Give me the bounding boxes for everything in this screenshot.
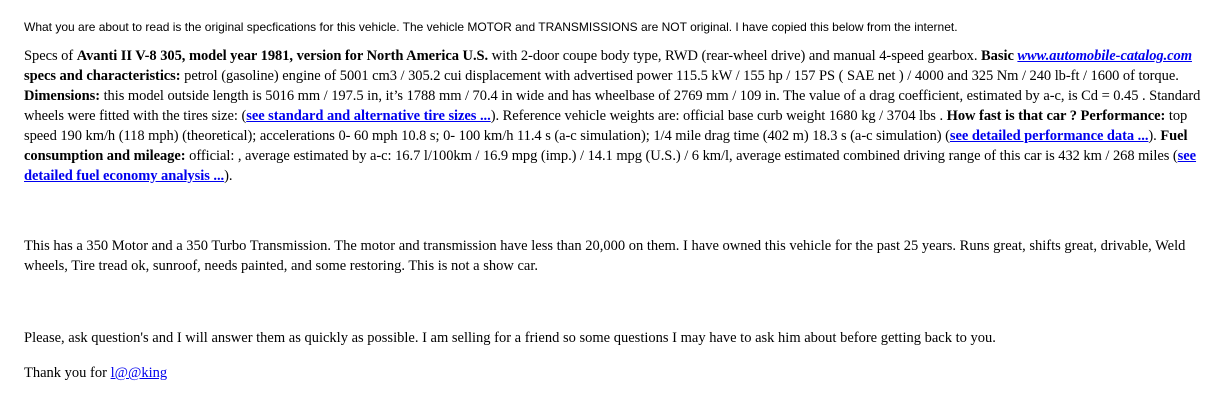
tire-sizes-link[interactable]: see standard and alternative tire sizes ... bbox=[246, 108, 491, 124]
performance-heading: How fast is that car ? Performance: bbox=[946, 108, 1166, 124]
model-name: Avanti II V-8 305, model year 1981, version for North America U.S. bbox=[76, 48, 489, 64]
motor-paragraph: This has a 350 Motor and a 350 Turbo Transmission. The motor and transmission have less than 20,000 on them. I have owned this vehicle for the past 25 years. Runs great, shifts great, drivable, Weld wheels, Tire tread ok, sunroof, needs painted, and some restoring. This is not a show car. bbox=[24, 238, 1186, 274]
looking-link[interactable]: l@@king bbox=[110, 365, 168, 381]
specs-text: ). bbox=[1148, 128, 1161, 144]
intro-note: What you are about to read is the original specfications for this vehicle. The vehicle MOTOR and TRANSMISSIONS are NOT original. I have copied this below from the internet. bbox=[24, 20, 958, 34]
specs-text: official: , average estimated by a-c: 16.7 l/100km / 16.9 mpg (imp.) / 14.1 mpg (U.S.) / 6 km/l, average estimated combined driving range of this car is 432 km / 268 miles ( bbox=[185, 148, 1178, 164]
specs-paragraph bbox=[24, 46, 1206, 186]
fuel-economy-link[interactable]: see detailed fuel economy analysis ... bbox=[24, 148, 1197, 184]
specs-text: petrol (gasoline) engine of 5001 cm3 / 305.2 cui displacement with advertised power 115.5 kW / 155 hp / 157 PS ( SAE net ) / 4000 and 325 Nm / 240 lb-ft / 1600 of torque. bbox=[180, 68, 1179, 84]
thanks-line bbox=[24, 363, 1206, 383]
performance-data-link[interactable]: see detailed performance data ... bbox=[949, 128, 1149, 144]
basic-heading: Basic bbox=[981, 48, 1018, 64]
automobile-catalog-link[interactable]: www.automobile-catalog.com bbox=[1017, 48, 1192, 64]
ask-paragraph: Please, ask question's and I will answer them as quickly as possible. I am selling for a friend so some questions I may have to ask him about before getting back to you. bbox=[24, 330, 996, 346]
specs-text: with 2-door coupe body type, RWD (rear-wheel drive) and manual 4-speed gearbox. bbox=[488, 48, 982, 64]
specs-text: this model outside length is 5016 mm / 197.5 in, it’s 1788 mm / 70.4 in wide and has wheelbase of 2769 mm / 109 in. The value of a drag coefficient, estimated by a-c, is Cd = 0.45 . Standard wheels were fitted with the tires size: ( bbox=[24, 88, 1201, 124]
specs-text: Specs of bbox=[24, 48, 77, 64]
fuel-heading: Fuel consumption and mileage: bbox=[24, 128, 1188, 164]
specs-text: ). Reference vehicle weights are: official base curb weight 1680 kg / 3704 lbs . bbox=[490, 108, 947, 124]
dimensions-heading: Dimensions: bbox=[24, 88, 100, 104]
specs-text: top speed 190 km/h (118 mph) (theoretical); accelerations 0- 60 mph 10.8 s; 0- 100 km/h 11.4 s (a-c simulation); 1/4 mile drag time (402 m) 18.3 s (a-c simulation) ( bbox=[24, 108, 1188, 144]
specs-text: ). bbox=[224, 168, 233, 184]
thanks-text: Thank you for bbox=[24, 365, 111, 381]
specs-heading: specs and characteristics: bbox=[24, 68, 181, 84]
